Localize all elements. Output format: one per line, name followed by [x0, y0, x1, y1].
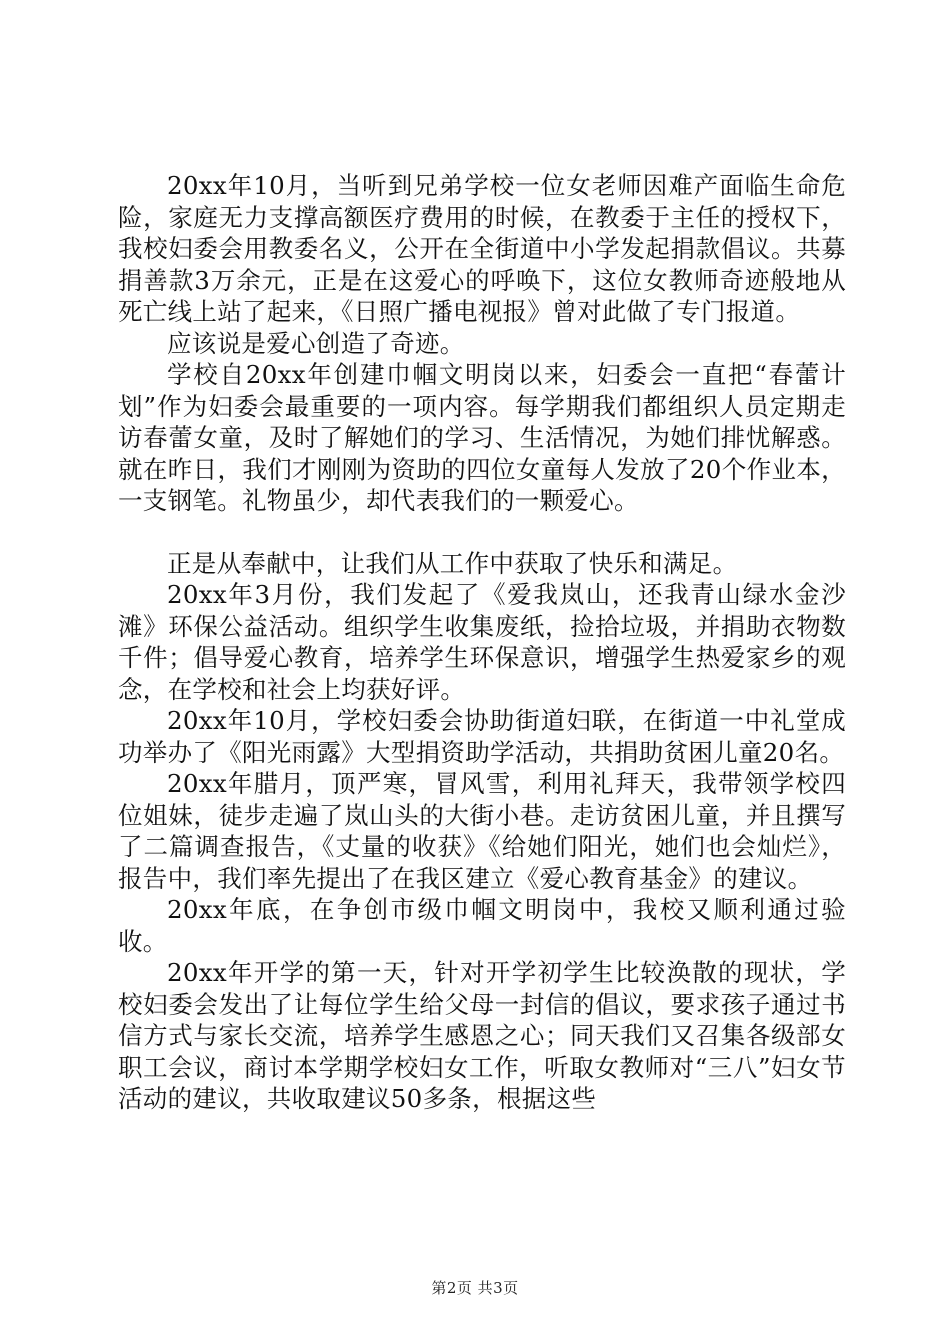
paragraph-sunshine-event: 20xx年10月，学校妇委会协助街道妇联，在街道一中礼堂成功举办了《阳光雨露》大型捐资助学活动，共捐助贫困儿童20名。 [118, 706, 846, 767]
paragraph-donation-appeal: 20xx年10月，当听到兄弟学校一位女老师因难产面临生命危险，家庭无力支撑高额医疗费用的时候，在教委于主任的授权下，我校妇委会用教委名义，公开在全街道中小学发起捐款倡议。共募捐善款3万余元，正是在这爱心的呼唤下，这位女教师奇迹般地从死亡线上站了起来，《日照广播电视报》曾对此做了专门报道。 [118, 171, 846, 326]
paragraph-love-miracle: 应该说是爱心创造了奇迹。 [167, 328, 465, 358]
paragraph-environment-campaign: 20xx年3月份，我们发起了《爱我岚山，还我青山绿水金沙滩》环保公益活动。组织学生收集废纸，捡拾垃圾，并捐助衣物数千件；倡导爱心教育，培养学生环保意识，增强学生热爱家乡的观念，在学校和社会上均获好评。 [118, 580, 846, 704]
paragraph-chunlei-plan: 学校自20xx年创建巾帼文明岗以来，妇委会一直把“春蕾计划”作为妇委会最重要的一项内容。每学期我们都组织人员定期走访春蕾女童，及时了解她们的学习、生活情况，为她们排忧解惑。就在昨日，我们才刚刚为资助的四位女童每人发放了20个作业本，一支钢笔。礼物虽少，却代表我们的一颗爱心。 [118, 360, 846, 515]
paragraph-dedication: 正是从奉献中，让我们从工作中获取了快乐和满足。 [167, 548, 738, 578]
paragraph-first-day: 20xx年开学的第一天，针对开学初学生比较涣散的现状，学校妇委会发出了让每位学生给父母一封信的倡议，要求孩子通过书信方式与家长交流，培养学生感恩之心；同天我们又召集各级部女职工会议，商讨本学期学校妇女工作，听取女教师对“三八”妇女节活动的建议，共收取建议50多条，根据这些 [118, 958, 846, 1113]
document-body [118, 170, 846, 1115]
page-footer: 第2页 共3页 [431, 1279, 519, 1297]
paragraph-acceptance: 20xx年底，在争创市级巾帼文明岗中，我校又顺利通过验收。 [118, 895, 846, 956]
paragraph-winter-visits: 20xx年腊月，顶严寒，冒风雪，利用礼拜天，我带领学校四位姐妹，徒步走遍了岚山头的大街小巷。走访贫困儿童，并且撰写了二篇调查报告，《丈量的收获》《给她们阳光，她们也会灿烂》，报告中，我们率先提出了在我区建立《爱心教育基金》的建议。 [118, 769, 846, 893]
